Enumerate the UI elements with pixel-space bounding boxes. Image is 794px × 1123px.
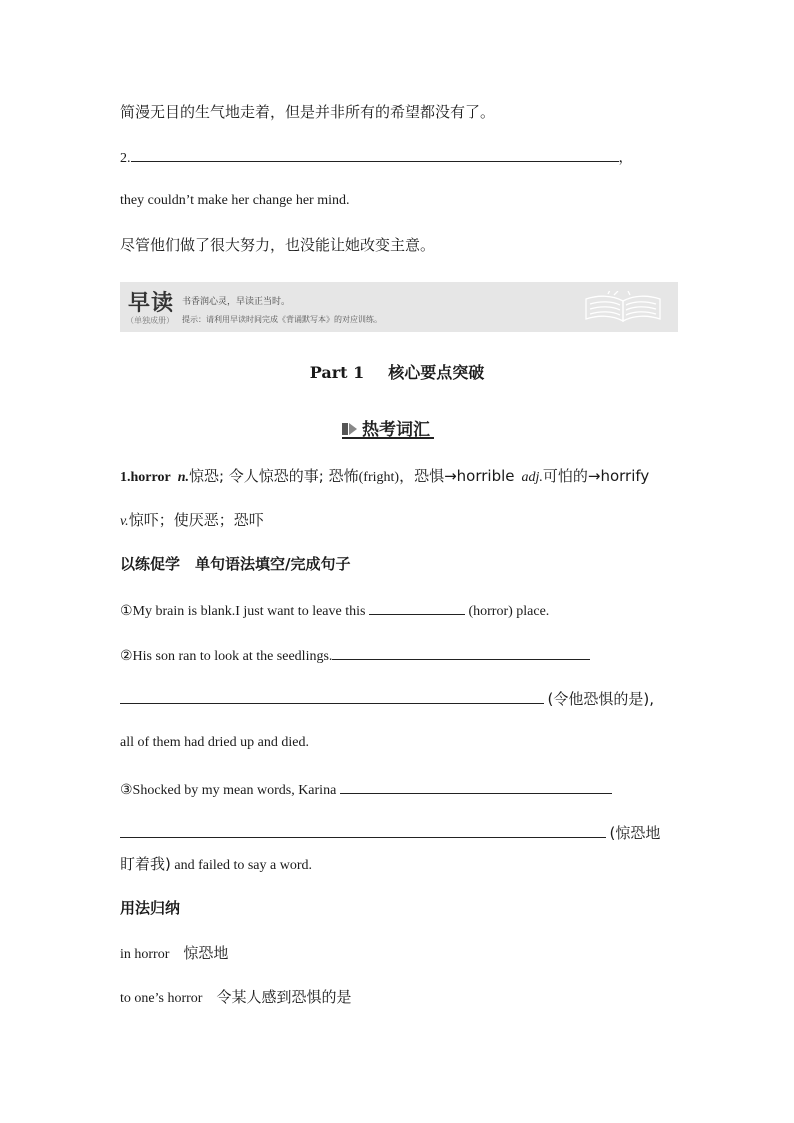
- translation-line-1: 简漫无目的生气地走着，但是并非所有的希望都没有了。: [120, 103, 496, 121]
- q3-answer-blank-1[interactable]: [340, 778, 612, 794]
- usage-heading: 用法归纳: [120, 899, 181, 917]
- q3-answer-blank-2[interactable]: [120, 822, 606, 838]
- usage-item-1: [120, 943, 228, 965]
- morning-reading-banner: [120, 282, 678, 332]
- part-label: Part 1: [309, 363, 365, 382]
- entry-definition-noun: 惊恐; 令人惊恐的事; 恐怖: [188, 467, 359, 485]
- practice-q3-cont: [120, 822, 660, 845]
- banner-subtitle: （单独成册）: [126, 316, 174, 325]
- q2-text: ②His son ran to look at the seedlings.: [120, 649, 333, 664]
- banner-title: 早读: [128, 290, 175, 316]
- open-book-icon: [584, 291, 662, 325]
- item-comma: ，: [618, 151, 633, 166]
- vocab-entry-line-2: [120, 510, 264, 532]
- q3-text: ③Shocked by my mean words, Karina: [120, 783, 337, 798]
- vocab-entry-line-1: [120, 466, 649, 488]
- q2-answer-blank-2[interactable]: [120, 688, 544, 704]
- entry-definition-verb: 惊吓；使厌恶；恐吓: [128, 511, 264, 529]
- part-title: 核心要点突破: [388, 363, 485, 382]
- q3-hint: (惊恐地: [609, 824, 661, 842]
- q1-hint: (horror) place.: [468, 604, 550, 619]
- answer-blank[interactable]: [131, 146, 619, 162]
- practice-q2: [120, 644, 590, 667]
- q3-hint-end: 盯着我): [120, 855, 171, 873]
- q2-hint: (令他恐惧的是),: [547, 690, 654, 708]
- practice-q3-end: [120, 854, 312, 876]
- q2-answer-blank-1[interactable]: [332, 644, 590, 660]
- practice-q2-cont: [120, 688, 654, 711]
- usage-phrase: to one’s horror: [120, 991, 203, 1006]
- q1-answer-blank[interactable]: [369, 599, 465, 615]
- entry-pos-verb: v.: [120, 514, 129, 529]
- part-heading: [0, 360, 794, 383]
- item-number: 2.: [120, 151, 131, 166]
- practice-heading: 以练促学 单句语法填空/完成句子: [120, 555, 351, 573]
- section-marker-icon: [342, 422, 358, 436]
- section-title: 热考词汇: [362, 420, 430, 440]
- entry-pos-adj: adj.: [521, 470, 543, 485]
- entry-derivative: ，恐惧→horrible: [399, 467, 515, 485]
- q3-text-end: and failed to say a word.: [170, 858, 312, 873]
- usage-item-2: [120, 987, 351, 1009]
- q1-text: ①My brain is blank.I just want to leave this: [120, 604, 366, 619]
- practice-q3: [120, 778, 612, 801]
- practice-q2-end: all of them had dried up and died.: [120, 735, 309, 750]
- entry-pos-noun: n.: [177, 470, 189, 485]
- banner-hint: 提示：请利用早读时间完成《背诵默写本》的对应训练。: [182, 315, 382, 324]
- fill-item-2: [120, 146, 633, 169]
- entry-definition-adj: 可怕的→horrify: [542, 467, 650, 485]
- translation-line-2: 尽管他们做了很大努力，也没能让她改变主意。: [120, 236, 436, 254]
- usage-meaning: 令某人感到恐惧的是: [216, 988, 352, 1006]
- english-line: they couldn’t make her change her mind.: [120, 193, 350, 208]
- entry-word: 1.horror: [120, 470, 171, 485]
- section-heading: [342, 415, 434, 439]
- banner-motto: 书香润心灵，早读正当时。: [182, 297, 291, 307]
- usage-meaning: 惊恐地: [183, 944, 229, 962]
- entry-synonym: (fright): [358, 470, 400, 485]
- practice-q1: [120, 599, 549, 622]
- usage-phrase: in horror: [120, 947, 170, 962]
